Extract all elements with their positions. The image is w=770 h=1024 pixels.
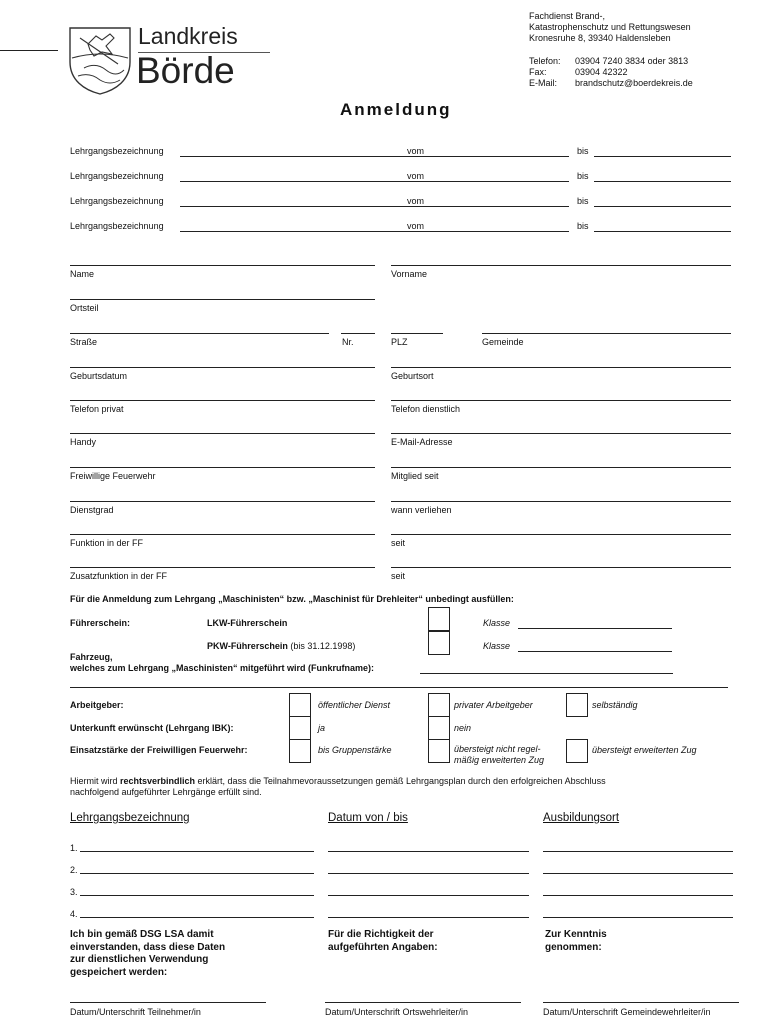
course-to-field[interactable] (594, 231, 731, 232)
table-cell-ort[interactable] (543, 851, 733, 852)
signature-text-line: Für die Richtigkeit der (328, 929, 434, 940)
address-line: Fachdienst Brand-, (529, 11, 606, 21)
signature-text-line: gespeichert werden: (70, 966, 168, 978)
course-from-field[interactable] (429, 206, 569, 207)
fahrzeug-field[interactable] (420, 673, 673, 674)
gruppenstaerke-label: bis Gruppenstärke (318, 745, 392, 755)
wann-verliehen-label: wann verliehen (391, 505, 452, 515)
address-line: Katastrophenschutz und Rettungswesen (529, 22, 691, 32)
declaration-line2: nachfolgend aufgeführter Lehrgänge erfüllt sind. (70, 787, 262, 797)
telefon-privat-label: Telefon privat (70, 404, 124, 414)
signature-text-line: Zur Kenntnis (545, 929, 607, 940)
fahrzeug-line: welches zum Lehrgang „Maschinisten“ mitgeführt wird (Funkrufname): (70, 663, 375, 673)
email-field[interactable] (391, 433, 731, 434)
nicht-erweitert-label (454, 744, 544, 766)
selbstaendig-label: selbständig (592, 700, 638, 710)
section-divider (70, 687, 728, 688)
course-label: Lehrgangsbezeichnung (70, 221, 164, 231)
unterkunft-ja-checkbox[interactable] (289, 716, 311, 740)
funktion-seit-label: seit (391, 538, 406, 548)
privat-label: privater Arbeitgeber (454, 700, 533, 710)
zusatzfunktion-seit-field[interactable] (391, 567, 731, 568)
pkw-note: (bis 31.12.1998) (290, 641, 356, 651)
course-from-label: vom (407, 221, 425, 231)
table-row-num: 2. (70, 865, 78, 875)
option-line: mäßig erweiterten Zug (454, 755, 545, 765)
maschinisten-intro: Für die Anmeldung zum Lehrgang „Maschinisten“ bzw. „Maschinist für Drehleiter“ unbedingt ausfüllen: (70, 594, 514, 604)
ortsteil-label: Ortsteil (70, 303, 99, 313)
dienstgrad-field[interactable] (70, 501, 375, 502)
option-line: übersteigt nicht regel- (454, 744, 541, 754)
contact-label: E-Mail: (529, 78, 558, 88)
pkw-klasse-field[interactable] (518, 651, 672, 652)
unterkunft-nein-checkbox[interactable] (428, 716, 450, 740)
table-cell-ort[interactable] (543, 873, 733, 874)
table-row-num: 4. (70, 909, 78, 919)
selbstaendig-checkbox[interactable] (566, 693, 588, 717)
table-cell-datum[interactable] (328, 873, 529, 874)
address-line: Kronesruhe 8, 39340 Haldensleben (529, 33, 671, 43)
strasse-field[interactable] (70, 333, 329, 334)
arbeitgeber-label: Arbeitgeber: (70, 700, 124, 710)
pkw-label (207, 641, 355, 652)
lkw-label: LKW-Führerschein (207, 618, 288, 628)
gemeinde-field[interactable] (482, 333, 731, 334)
vorname-label: Vorname (391, 269, 428, 279)
logo-divider (138, 52, 270, 53)
dienstgrad-label: Dienstgrad (70, 505, 114, 515)
erweitert-label: übersteigt erweiterten Zug (592, 745, 697, 755)
signature-text-line: einverstanden, dass diese Daten (70, 941, 226, 953)
geburtsdatum-label: Geburtsdatum (70, 371, 128, 381)
privat-checkbox[interactable] (428, 693, 450, 717)
einsatzstaerke-label: Einsatzstärke der Freiwilligen Feuerwehr: (70, 745, 248, 755)
lkw-checkbox[interactable] (428, 607, 450, 631)
name-field[interactable] (70, 265, 375, 266)
signature-line-gemeindewehrleiter[interactable] (543, 1002, 739, 1003)
logo-text-boerde: Börde (136, 50, 235, 91)
telefon-dienstlich-field[interactable] (391, 400, 731, 401)
signature-line-participant[interactable] (70, 1002, 266, 1003)
strasse-label: Straße (70, 337, 98, 347)
table-cell-lehrgang[interactable] (80, 917, 314, 918)
mitglied-seit-field[interactable] (391, 467, 731, 468)
logo-text-landkreis: Landkreis (138, 23, 238, 49)
fuehrerschein-label: Führerschein: (70, 618, 131, 628)
table-header-lehrgang: Lehrgangsbezeichnung (70, 812, 190, 824)
zusatzfunktion-label: Zusatzfunktion in der FF (70, 571, 168, 581)
page-title: Anmeldung (340, 100, 452, 119)
mitglied-seit-label: Mitglied seit (391, 471, 439, 481)
declaration-bold: rechtsverbindlich (120, 776, 196, 786)
table-row-num: 1. (70, 843, 78, 853)
table-header-datum: Datum von / bis (328, 812, 408, 824)
course-to-label: bis (577, 171, 589, 181)
course-label: Lehrgangsbezeichnung (70, 146, 164, 156)
email-label: E-Mail-Adresse (391, 437, 453, 447)
unterkunft-label: Unterkunft erwünscht (Lehrgang IBK): (70, 723, 234, 733)
course-to-field[interactable] (594, 181, 731, 182)
office-address (529, 11, 691, 44)
table-row-num: 3. (70, 887, 78, 897)
course-to-label: bis (577, 146, 589, 156)
handy-label: Handy (70, 437, 97, 447)
table-cell-lehrgang[interactable] (80, 895, 314, 896)
course-to-field[interactable] (594, 156, 731, 157)
pkw-label-bold: PKW-Führerschein (207, 641, 288, 651)
signature-caption-gemeindewehrleiter: Datum/Unterschrift Gemeindewehrleiter/in (543, 1007, 711, 1017)
geburtsdatum-field[interactable] (70, 367, 375, 368)
course-from-field[interactable] (429, 156, 569, 157)
table-cell-ort[interactable] (543, 895, 733, 896)
fahrzeug-line: Fahrzeug, (70, 652, 113, 662)
course-from-label: vom (407, 171, 425, 181)
pkw-klasse-label: Klasse (483, 641, 511, 651)
vorname-field[interactable] (391, 265, 731, 266)
course-to-label: bis (577, 196, 589, 206)
contact-value: 03904 7240 3834 oder 3813 (575, 56, 689, 66)
funktion-field[interactable] (70, 534, 375, 535)
oeffentlich-checkbox[interactable] (289, 693, 311, 717)
course-from-field[interactable] (429, 181, 569, 182)
signature-caption-participant: Datum/Unterschrift Teilnehmer/in (70, 1007, 201, 1017)
contact-value: brandschutz@boerdekreis.de (575, 78, 693, 88)
table-cell-datum[interactable] (328, 851, 529, 852)
signature-text-line: Ich bin gemäß DSG LSA damit (70, 929, 214, 940)
lkw-klasse-label: Klasse (483, 618, 511, 628)
course-from-field[interactable] (429, 231, 569, 232)
contact-label: Telefon: (529, 56, 561, 66)
signature-caption-ortswehrleiter: Datum/Unterschrift Ortswehrleiter/in (325, 1007, 469, 1017)
wann-verliehen-field[interactable] (391, 501, 731, 502)
signature-block-participant (70, 929, 225, 979)
signature-line-ortswehrleiter[interactable] (325, 1002, 521, 1003)
district-crest (66, 24, 134, 96)
nr-label: Nr. (342, 337, 354, 347)
declaration-post: erklärt, dass die Teilnahmevoraussetzungen gemäß Lehrgangsplan durch den erfolgreichen Abschluss (195, 776, 606, 786)
course-label: Lehrgangsbezeichnung (70, 171, 164, 181)
table-cell-lehrgang[interactable] (80, 873, 314, 874)
ortsteil-field[interactable] (70, 299, 375, 300)
feuerwehr-field[interactable] (70, 467, 375, 468)
table-cell-datum[interactable] (328, 895, 529, 896)
geburtsort-label: Geburtsort (391, 371, 434, 381)
gruppenstaerke-checkbox[interactable] (289, 739, 311, 763)
course-to-label: bis (577, 221, 589, 231)
zusatzfunktion-field[interactable] (70, 567, 375, 568)
geburtsort-field[interactable] (391, 367, 731, 368)
unterkunft-ja-label: ja (318, 723, 326, 733)
pkw-checkbox[interactable] (428, 631, 450, 655)
office-contact (529, 56, 693, 89)
oeffentlich-label: öffentlicher Dienst (318, 700, 391, 710)
funktion-label: Funktion in der FF (70, 538, 144, 548)
course-to-field[interactable] (594, 206, 731, 207)
declaration-pre: Hiermit wird (70, 776, 121, 786)
fahrzeug-label (70, 652, 374, 674)
nicht-erweitert-checkbox[interactable] (428, 739, 450, 763)
declaration-text (70, 776, 606, 798)
handy-field[interactable] (70, 433, 375, 434)
course-from-label: vom (407, 146, 425, 156)
signature-text-line: aufgeführten Angaben: (328, 941, 438, 953)
gemeinde-label: Gemeinde (482, 337, 524, 347)
course-from-label: vom (407, 196, 425, 206)
signature-text-line: genommen: (545, 941, 602, 953)
zusatzfunktion-seit-label: seit (391, 571, 406, 581)
table-cell-datum[interactable] (328, 917, 529, 918)
signature-block-gemeindewehrleiter (545, 929, 607, 954)
contact-label: Fax: (529, 67, 547, 77)
table-header-ort: Ausbildungsort (543, 812, 620, 824)
header-left-rule (0, 50, 58, 51)
table-cell-lehrgang[interactable] (80, 851, 314, 852)
signature-block-ortswehrleiter (328, 929, 438, 954)
nr-field[interactable] (341, 333, 375, 334)
unterkunft-nein-label: nein (454, 723, 472, 733)
telefon-privat-field[interactable] (70, 400, 375, 401)
signature-text-line: zur dienstlichen Verwendung (70, 954, 209, 965)
course-label: Lehrgangsbezeichnung (70, 196, 164, 206)
funktion-seit-field[interactable] (391, 534, 731, 535)
name-label: Name (70, 269, 95, 279)
lkw-klasse-field[interactable] (518, 628, 672, 629)
plz-label: PLZ (391, 337, 408, 347)
plz-field[interactable] (391, 333, 443, 334)
erweitert-checkbox[interactable] (566, 739, 588, 763)
contact-value: 03904 42322 (575, 67, 628, 77)
feuerwehr-label: Freiwillige Feuerwehr (70, 471, 156, 481)
telefon-dienstlich-label: Telefon dienstlich (391, 404, 461, 414)
table-cell-ort[interactable] (543, 917, 733, 918)
